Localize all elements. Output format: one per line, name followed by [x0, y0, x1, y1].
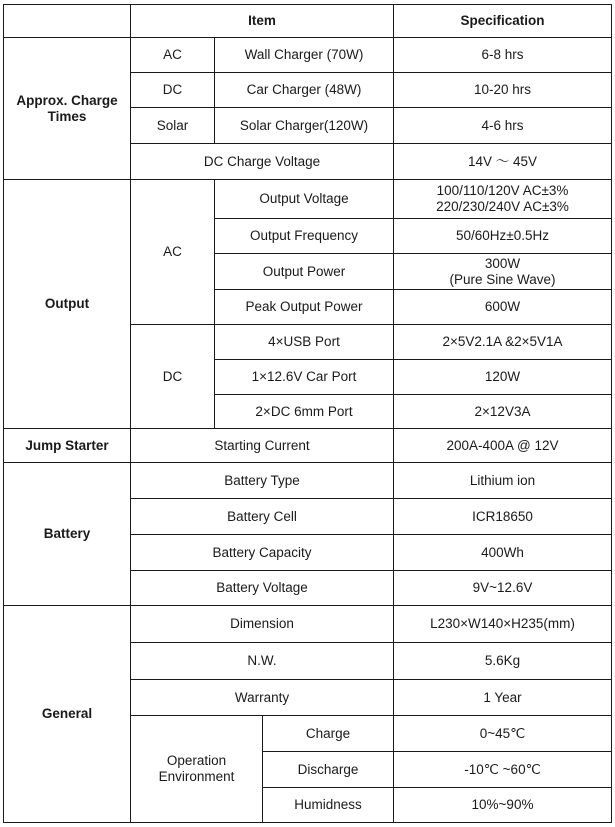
item-cell: 1×12.6V Car Port	[215, 360, 394, 395]
item-cell: Output Frequency	[215, 219, 394, 254]
table-row	[4, 463, 612, 499]
table-row	[4, 606, 612, 643]
spec-cell: 4-6 hrs	[394, 108, 612, 144]
spec-cell: Lithium ion	[394, 463, 612, 499]
spec-cell: 200A-400A @ 12V	[394, 429, 612, 463]
item-cell: Battery Voltage	[131, 571, 394, 606]
header-item: Item	[131, 5, 394, 38]
item-cell: DC Charge Voltage	[131, 144, 394, 180]
spec-cell: ICR18650	[394, 499, 612, 535]
spec-cell: 120W	[394, 360, 612, 395]
spec-cell: -10℃ ~60℃	[394, 752, 612, 788]
item-cell: Wall Charger (70W)	[215, 38, 394, 73]
spec-cell: 100/110/120V AC±3% 220/230/240V AC±3%	[394, 180, 612, 219]
output-ac-label: AC	[131, 180, 215, 325]
item-cell: Battery Capacity	[131, 535, 394, 571]
output-dc-label: DC	[131, 325, 215, 429]
item-cell: Output Voltage	[215, 180, 394, 219]
item-cell: Output Power	[215, 254, 394, 290]
category-output: Output	[4, 180, 131, 429]
item-cell: Starting Current	[131, 429, 394, 463]
item-cell: Humidness	[263, 788, 394, 823]
charge-type: Solar	[131, 108, 215, 144]
spec-cell: 9V~12.6V	[394, 571, 612, 606]
item-cell: 2×DC 6mm Port	[215, 395, 394, 429]
table-header-row	[4, 5, 612, 38]
item-cell: Peak Output Power	[215, 290, 394, 325]
item-cell: N.W.	[131, 643, 394, 680]
table-row	[4, 38, 612, 73]
header-specification: Specification	[394, 5, 612, 38]
charge-type: DC	[131, 73, 215, 108]
item-cell: Charge	[263, 716, 394, 752]
table-row	[4, 180, 612, 219]
specification-table	[3, 4, 612, 823]
spec-cell: 600W	[394, 290, 612, 325]
category-jump-starter: Jump Starter	[4, 429, 131, 463]
item-cell: Solar Charger(120W)	[215, 108, 394, 144]
category-charge-times: Approx. Charge Times	[4, 38, 131, 180]
category-general: General	[4, 606, 131, 823]
item-cell: Battery Type	[131, 463, 394, 499]
item-cell: Dimension	[131, 606, 394, 643]
item-cell: 4×USB Port	[215, 325, 394, 360]
spec-cell: 10%~90%	[394, 788, 612, 823]
spec-cell: L230×W140×H235(mm)	[394, 606, 612, 643]
header-empty-cell	[4, 5, 131, 38]
table-row	[4, 429, 612, 463]
spec-cell: 5.6Kg	[394, 643, 612, 680]
item-cell: Battery Cell	[131, 499, 394, 535]
spec-cell: 1 Year	[394, 680, 612, 716]
item-cell: Warranty	[131, 680, 394, 716]
spec-cell: 14V ～ 45V	[394, 144, 612, 180]
item-cell: Car Charger (48W)	[215, 73, 394, 108]
spec-cell: 6-8 hrs	[394, 38, 612, 73]
spec-cell: 2×12V3A	[394, 395, 612, 429]
charge-type: AC	[131, 38, 215, 73]
spec-cell: 300W (Pure Sine Wave)	[394, 254, 612, 290]
spec-cell: 10-20 hrs	[394, 73, 612, 108]
item-cell: Discharge	[263, 752, 394, 788]
spec-cell: 0~45℃	[394, 716, 612, 752]
spec-cell: 2×5V2.1A &2×5V1A	[394, 325, 612, 360]
operation-environment-label: Operation Environment	[131, 716, 263, 823]
category-battery: Battery	[4, 463, 131, 606]
spec-cell: 400Wh	[394, 535, 612, 571]
spec-cell: 50/60Hz±0.5Hz	[394, 219, 612, 254]
